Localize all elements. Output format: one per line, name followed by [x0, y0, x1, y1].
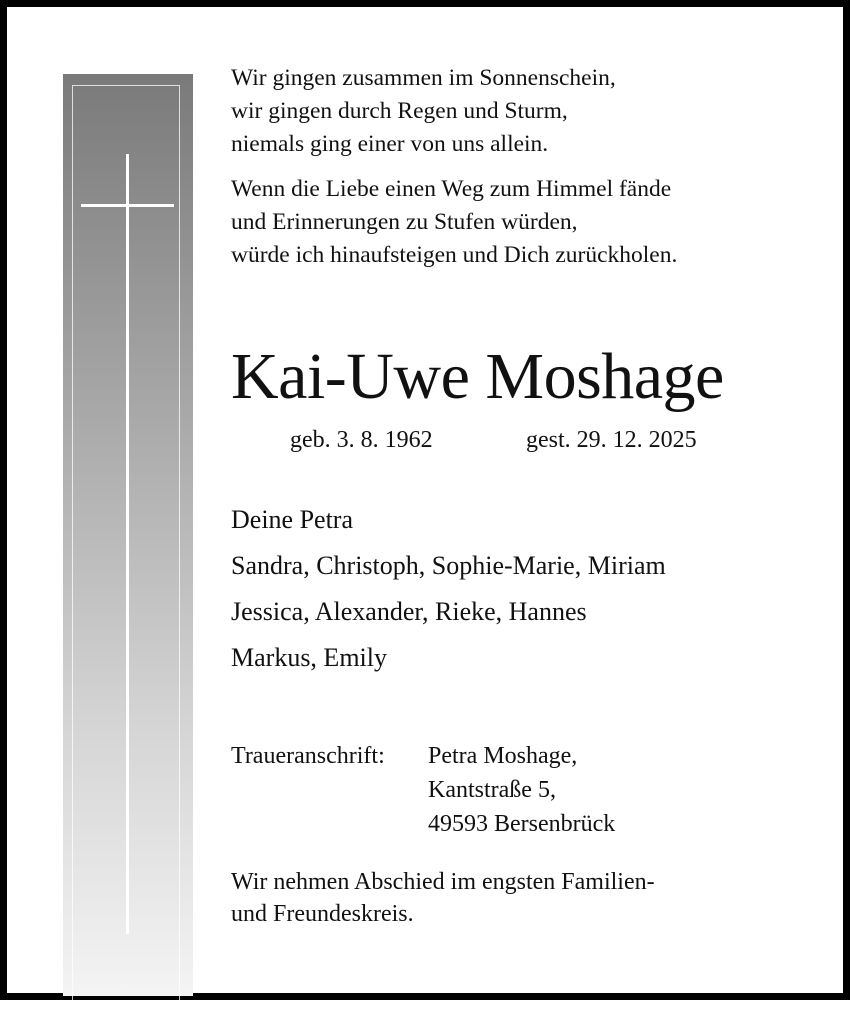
mourners-list [231, 497, 666, 681]
poem-line: wir gingen durch Regen und Sturm, [231, 98, 568, 124]
poem-line: Wenn die Liebe einen Weg zum Himmel fände [231, 176, 672, 202]
cross-horizontal-bar [81, 204, 174, 207]
mourner-line: Sandra, Christoph, Sophie-Marie, Miriam [231, 551, 666, 580]
death-date: gest. 29. 12. 2025 [526, 427, 697, 453]
mourner-line: Deine Petra [231, 505, 354, 534]
deceased-name: Kai-Uwe Moshage [231, 340, 724, 413]
poem-line: niemals ging einer von uns allein. [231, 131, 549, 157]
mourner-line: Markus, Emily [231, 643, 387, 672]
poem-line: würde ich hinaufsteigen und Dich zurückholen. [231, 242, 678, 268]
birth-date: geb. 3. 8. 1962 [290, 427, 433, 453]
poem [231, 62, 677, 272]
closing-line: und Freundeskreis. [231, 901, 414, 927]
address-line: Petra Moshage, [428, 743, 578, 769]
address-line: Kantstraße 5, [428, 777, 556, 803]
closing-line: Wir nehmen Abschied im engsten Familien- [231, 869, 655, 895]
mourner-line: Jessica, Alexander, Rieke, Hannes [231, 597, 587, 626]
address-label: Traueranschrift: [231, 743, 385, 769]
cross-vertical-bar [126, 154, 129, 934]
address-line: 49593 Bersenbrück [428, 811, 616, 837]
closing-text [231, 866, 655, 930]
mourning-address [428, 739, 615, 841]
poem-line: und Erinnerungen zu Stufen würden, [231, 209, 578, 235]
poem-line: Wir gingen zusammen im Sonnenschein, [231, 65, 616, 91]
decorative-sidebar [63, 74, 193, 996]
